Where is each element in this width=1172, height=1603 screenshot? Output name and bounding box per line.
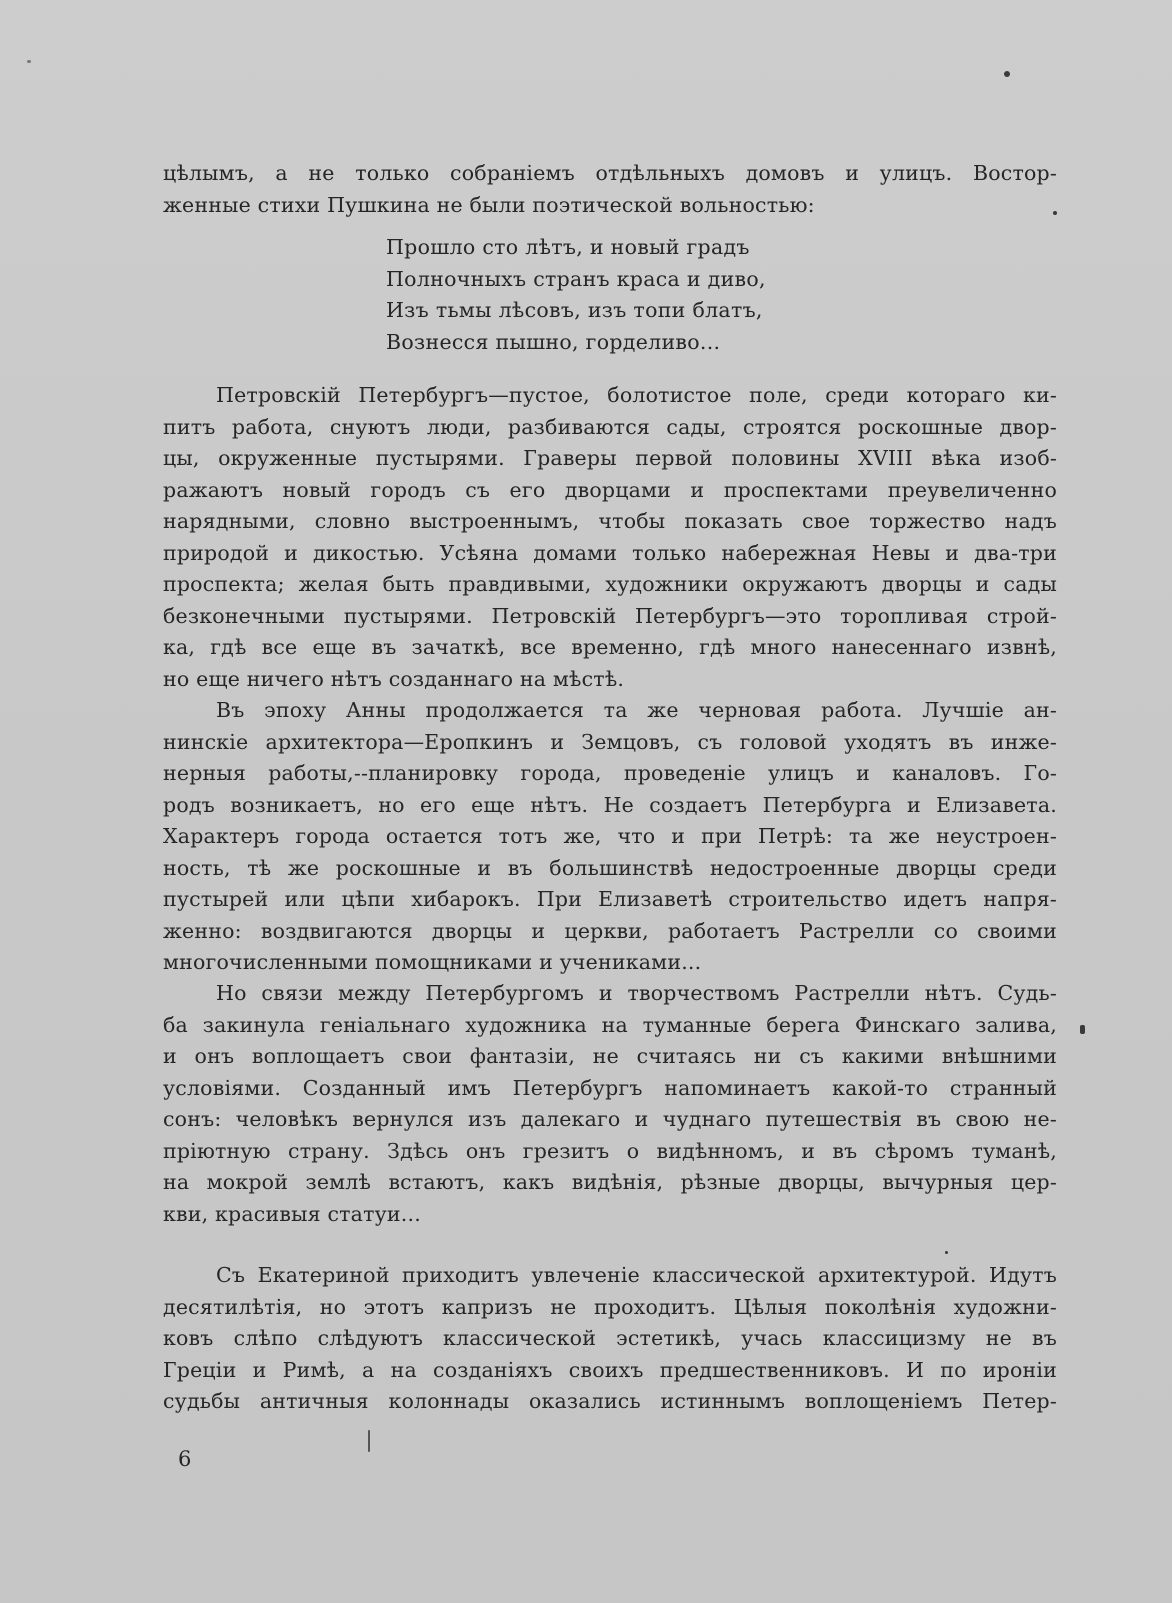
text-line: цы, окруженные пустырями. Граверы первой половины XVIII вѣка изоб- [163,446,1057,470]
text-line: Греціи и Римѣ, а на созданіяхъ своихъ предшественниковъ. И по ироніи [163,1357,1057,1382]
poem-line: Вознесся пышно, горделиво... [386,329,721,354]
text-line: ковъ слѣпо слѣдуютъ классической эстетикѣ, учась классицизму не въ [163,1326,1057,1350]
text-line: на мокрой землѣ встаютъ, какъ видѣнія, рѣзные дворцы, вычурныя цер- [163,1170,1057,1194]
paragraph-anna [163,695,1057,979]
text-line: нинскіе архитектора—Еропкинъ и Земцовъ, съ головой уходятъ въ инже- [163,729,1057,754]
text-line: судьбы античныя колоннады оказались истиннымъ воплощеніемъ Петер- [163,1389,1057,1413]
paragraph-catherine [163,1260,1057,1418]
scan-speck [368,1430,370,1452]
text-line: нерныя работы,--планировку города, проведеніе улицъ и каналовъ. Го- [163,761,1057,785]
text-line: ражаютъ новый городъ съ его дворцами и проспектами преувеличенно [163,477,1057,502]
text-line: нарядными, словно выстроеннымъ, чтобы показать свое торжество надъ [163,509,1057,533]
scan-speck [1004,71,1010,77]
text-line: пустырей или цѣпи хибарокъ. При Елизаветѣ строительство идетъ напря- [163,887,1057,911]
text-line: женные стихи Пушкина не были поэтической вольностью: [163,192,815,217]
text-line: родъ возникаетъ, но его еще нѣтъ. Не создаетъ Петербурга и Елизавета. [163,792,1057,817]
scan-speck [1053,211,1057,215]
text-line: кви, красивыя статуи... [163,1201,421,1226]
text-line: сонъ: человѣкъ вернулся изъ далекаго и чуднаго путешествія въ свою не- [163,1107,1057,1131]
text-line: Въ эпоху Анны продолжается та же черновая работа. Лучшіе ан- [216,698,1057,722]
text-line: Но связи между Петербургомъ и творчествомъ Растрелли нѣтъ. Судь- [216,981,1057,1005]
text-line: и онъ воплощаетъ свои фантазіи, не считаясь ни съ какими внѣшними [163,1044,1057,1068]
paragraph-rastrelli [163,978,1057,1230]
pushkin-poem-quote [386,232,766,358]
text-line: многочисленными помощниками и учениками... [163,950,702,974]
text-line: питъ работа, снуютъ люди, разбиваются сады, строятся роскошные двор- [163,414,1057,439]
text-line: ка, гдѣ все еще въ зачаткѣ, все временно, гдѣ много нанесеннаго извнѣ, [163,635,1057,659]
text-line: десятилѣтія, но этотъ капризъ не проходитъ. Цѣлыя поколѣнія художни- [163,1294,1057,1319]
poem-line: Изъ тьмы лѣсовъ, изъ топи блатъ, [386,298,763,322]
scan-speck [27,60,31,63]
text-line: условіями. Созданный имъ Петербургъ напоминаетъ какой-то странный [163,1075,1057,1100]
text-line: безконечными пустырями. Петровскій Петербургъ—это торопливая строй- [163,603,1057,628]
text-line: ба закинула геніальнаго художника на туманные берега Финскаго залива, [163,1012,1057,1037]
text-line: проспекта; желая быть правдивыми, художники окружаютъ дворцы и сады [163,572,1057,596]
text-line: женно: воздвигаются дворцы и церкви, работаетъ Растрелли со своими [163,918,1057,943]
text-line: цѣлымъ, а не только собраніемъ отдѣльныхъ домовъ и улицъ. Востор- [163,161,1057,185]
text-line: Петровскій Петербургъ—пустое, болотистое поле, среди котораго ки- [216,383,1057,407]
paragraph-peter [163,380,1057,695]
scan-speck [945,1251,948,1254]
text-line: пріютную страну. Здѣсь онъ грезитъ о видѣнномъ, и въ сѣромъ туманѣ, [163,1138,1057,1163]
text-line: Характеръ города остается тотъ же, что и при Петрѣ: та же неустроен- [163,824,1057,848]
scan-speck [1080,1025,1085,1034]
text-line: природой и дикостью. Усѣяна домами только набережная Невы и два-три [163,540,1057,565]
poem-line: Полночныхъ странъ краса и диво, [386,266,766,291]
text-line: ность, тѣ же роскошные и въ большинствѣ недостроенные дворцы среди [163,855,1057,880]
poem-line: Прошло сто лѣтъ, и новый градъ [386,235,750,259]
text-line: но еще ничего нѣтъ созданнаго на мѣстѣ. [163,666,625,691]
intro-paragraph [163,158,1057,221]
page-number: 6 [178,1447,192,1471]
text-line: Съ Екатериной приходитъ увлеченіе классической архитектурой. Идутъ [216,1263,1057,1287]
